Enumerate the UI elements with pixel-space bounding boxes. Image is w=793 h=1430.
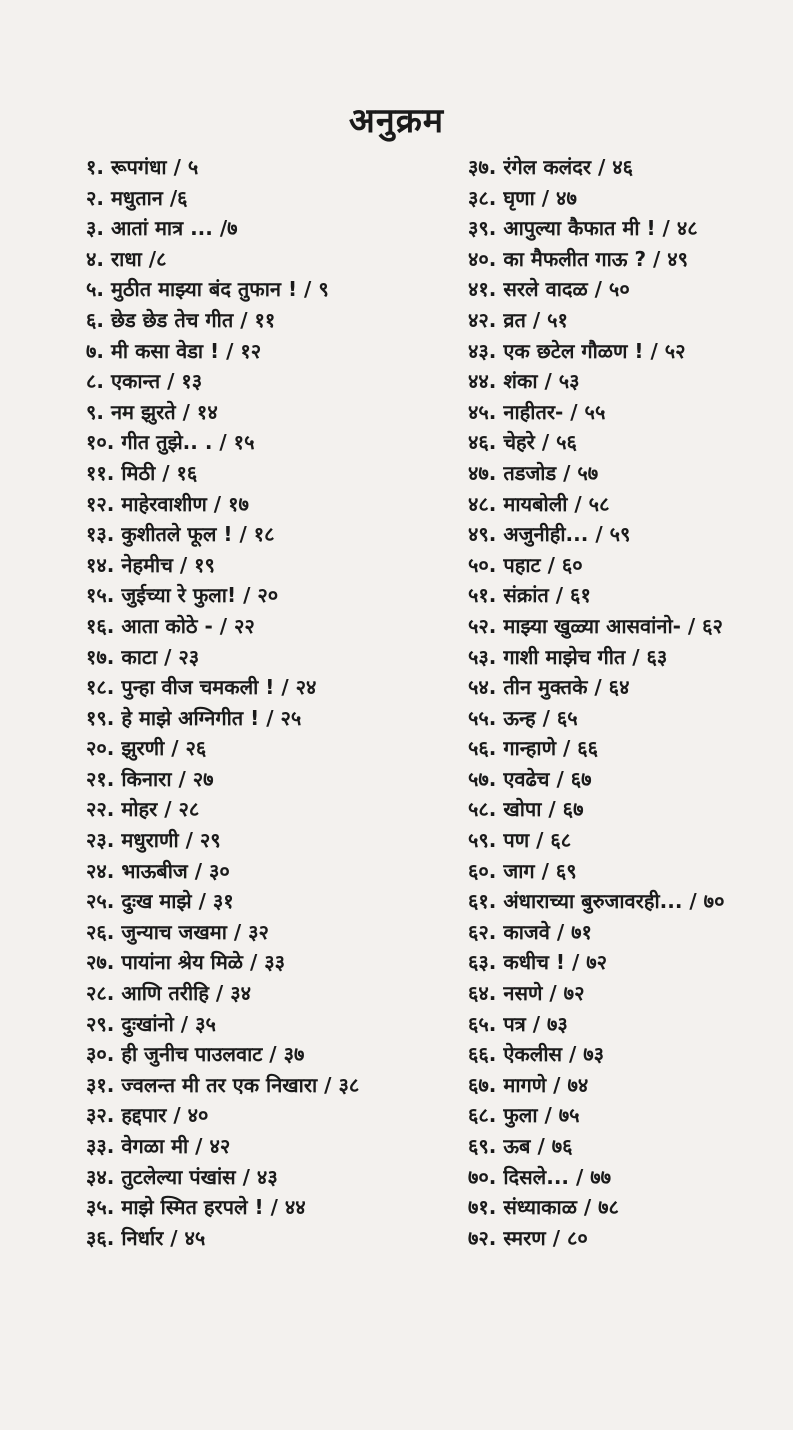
toc-entry: ६४. नसणे / ७२ bbox=[468, 981, 585, 1006]
toc-entry: ३१. ज्वलन्त मी तर एक निखारा / ३८ bbox=[86, 1072, 360, 1097]
toc-entry: ११. मिठी / १६ bbox=[86, 460, 198, 485]
toc-entry: ५०. पहाट / ६० bbox=[468, 552, 583, 577]
toc-entry: २१. किनारा / २७ bbox=[86, 766, 214, 791]
toc-entry: २४. भाऊबीज / ३० bbox=[86, 858, 230, 883]
toc-entry: ४९. अजुनीही... / ५९ bbox=[468, 522, 631, 547]
toc-entry: १५. जुईच्या रे फुला! / २० bbox=[86, 583, 279, 608]
toc-right-column bbox=[468, 152, 788, 1253]
toc-entry: ६९. ऊब / ७६ bbox=[468, 1134, 573, 1158]
toc-entry: ९. नम झुरते / १४ bbox=[86, 399, 218, 424]
toc-entry: ३६. निर्धार / ४५ bbox=[86, 1225, 206, 1250]
toc-entry: ५९. पण / ६८ bbox=[468, 828, 572, 853]
toc-entry: ३९. आपुल्या कैफात मी ! / ४८ bbox=[468, 216, 698, 241]
toc-entry: ४८. मायबोली / ५८ bbox=[468, 491, 610, 516]
toc-entry: ७०. दिसले... / ७७ bbox=[468, 1164, 612, 1189]
toc-entry: ४. राधा /८ bbox=[86, 246, 167, 271]
toc-entry: १४. नेहमीच / १९ bbox=[86, 552, 215, 577]
toc-left-column bbox=[86, 152, 456, 1253]
toc-entry: ३८. घृणा / ४७ bbox=[468, 185, 577, 210]
toc-entry: ४१. सरले वादळ / ५० bbox=[468, 277, 630, 302]
toc-entry: ६२. काजवे / ७१ bbox=[468, 919, 592, 944]
toc-entry: ६५. पत्र / ७३ bbox=[468, 1011, 568, 1036]
toc-entry: ५३. गाशी माझेच गीत / ६३ bbox=[468, 644, 668, 669]
toc-entry: ५. मुठीत माझ्या बंद तुफान ! / ९ bbox=[86, 277, 329, 302]
toc-entry: ६६. ऐकलीस / ७३ bbox=[468, 1042, 605, 1067]
toc-entry: १९. हे माझे अग्निगीत ! / २५ bbox=[86, 705, 302, 730]
toc-entry: ६८. फुला / ७५ bbox=[468, 1103, 580, 1128]
toc-entry: ४३. एक छटेल गौळण ! / ५२ bbox=[468, 338, 686, 363]
toc-entry: ४२. व्रत / ५१ bbox=[468, 307, 568, 332]
toc-entry: ५२. माझ्या खुळ्या आसवांनो- / ६२ bbox=[468, 613, 723, 638]
toc-entry: १८. पुन्हा वीज चमकली ! / २४ bbox=[86, 675, 317, 700]
page-title: अनुक्रम bbox=[348, 101, 445, 141]
toc-entry: ३. आतां मात्र ... /७ bbox=[86, 216, 238, 241]
toc-entry: ४४. शंका / ५३ bbox=[468, 369, 580, 394]
toc-entry: १०. गीत तुझे.. . / १५ bbox=[86, 430, 255, 455]
toc-entry: ३७. रंगेल कलंदर / ४६ bbox=[468, 155, 634, 179]
toc-entry: ५८. खोपा / ६७ bbox=[468, 797, 584, 822]
toc-entry: १७. काटा / २३ bbox=[86, 644, 200, 669]
toc-entry: ३५. माझे स्मित हरपले ! / ४४ bbox=[86, 1195, 306, 1220]
toc-entry: ४०. का मैफलीत गाऊ ? / ४९ bbox=[468, 246, 689, 271]
toc-entry: ५५. ऊन्ह / ६५ bbox=[468, 705, 578, 730]
toc-entry: १२. माहेरवाशीण / १७ bbox=[86, 491, 249, 516]
toc-entry: ६३. कधीच ! / ७२ bbox=[468, 950, 608, 975]
toc-entry: ४७. तडजोड / ५७ bbox=[468, 460, 599, 485]
toc-entry: २२. मोहर / २८ bbox=[86, 797, 200, 822]
toc-entry: २९. दुःखांनो / ३५ bbox=[86, 1011, 216, 1036]
toc-entry: १३. कुशीतले फूल ! / १८ bbox=[86, 522, 275, 547]
toc-entry: १. रूपगंधा / ५ bbox=[86, 155, 199, 179]
toc-entry: २८. आणि तरीहि / ३४ bbox=[86, 981, 251, 1006]
toc-entry: ४५. नाहीतर- / ५५ bbox=[468, 399, 606, 424]
toc-entry: ३३. वेगळा मी / ४२ bbox=[86, 1134, 231, 1158]
toc-entry: २५. दुःख माझे / ३१ bbox=[86, 889, 234, 914]
toc-entry: ६०. जाग / ६९ bbox=[468, 858, 577, 883]
toc-entry: ३२. हद्दपार / ४० bbox=[86, 1103, 209, 1128]
toc-entry: ८. एकान्त / १३ bbox=[86, 369, 203, 394]
toc-entry: २७. पायांना श्रेय मिळे / ३३ bbox=[86, 950, 286, 975]
toc-entry: २३. मधुराणी / २९ bbox=[86, 828, 221, 853]
toc-entry: ६७. मागणे / ७४ bbox=[468, 1072, 589, 1097]
toc-entry: ६. छेड छेड तेच गीत / ११ bbox=[86, 307, 276, 332]
toc-entry: ५६. गान्हाणे / ६६ bbox=[468, 736, 599, 761]
toc-entry: १६. आता कोठे - / २२ bbox=[86, 613, 255, 638]
toc-entry: ३०. ही जुनीच पाउलवाट / ३७ bbox=[86, 1042, 305, 1067]
toc-entry: २६. जुन्याच जखमा / ३२ bbox=[86, 919, 269, 944]
toc-entry: ७१. संध्याकाळ / ७८ bbox=[468, 1195, 619, 1220]
toc-entry: ५७. एवढेच / ६७ bbox=[468, 766, 592, 791]
toc-entry: ५१. संक्रांत / ६१ bbox=[468, 583, 591, 608]
toc-entry: ७. मी कसा वेडा ! / १२ bbox=[86, 338, 262, 363]
toc-entry: ५४. तीन मुक्तके / ६४ bbox=[468, 675, 630, 700]
toc-entry: ७२. स्मरण / ८० bbox=[468, 1225, 588, 1250]
toc-entry: २. मधुतान /६ bbox=[86, 185, 188, 210]
toc-entry: ३४. तुटलेल्या पंखांस / ४३ bbox=[86, 1164, 278, 1189]
toc-entry: २०. झुरणी / २६ bbox=[86, 736, 207, 761]
toc-entry: ६१. अंधाराच्या बुरुजावरही... / ७० bbox=[468, 889, 725, 914]
toc-entry: ४६. चेहरे / ५६ bbox=[468, 430, 577, 455]
